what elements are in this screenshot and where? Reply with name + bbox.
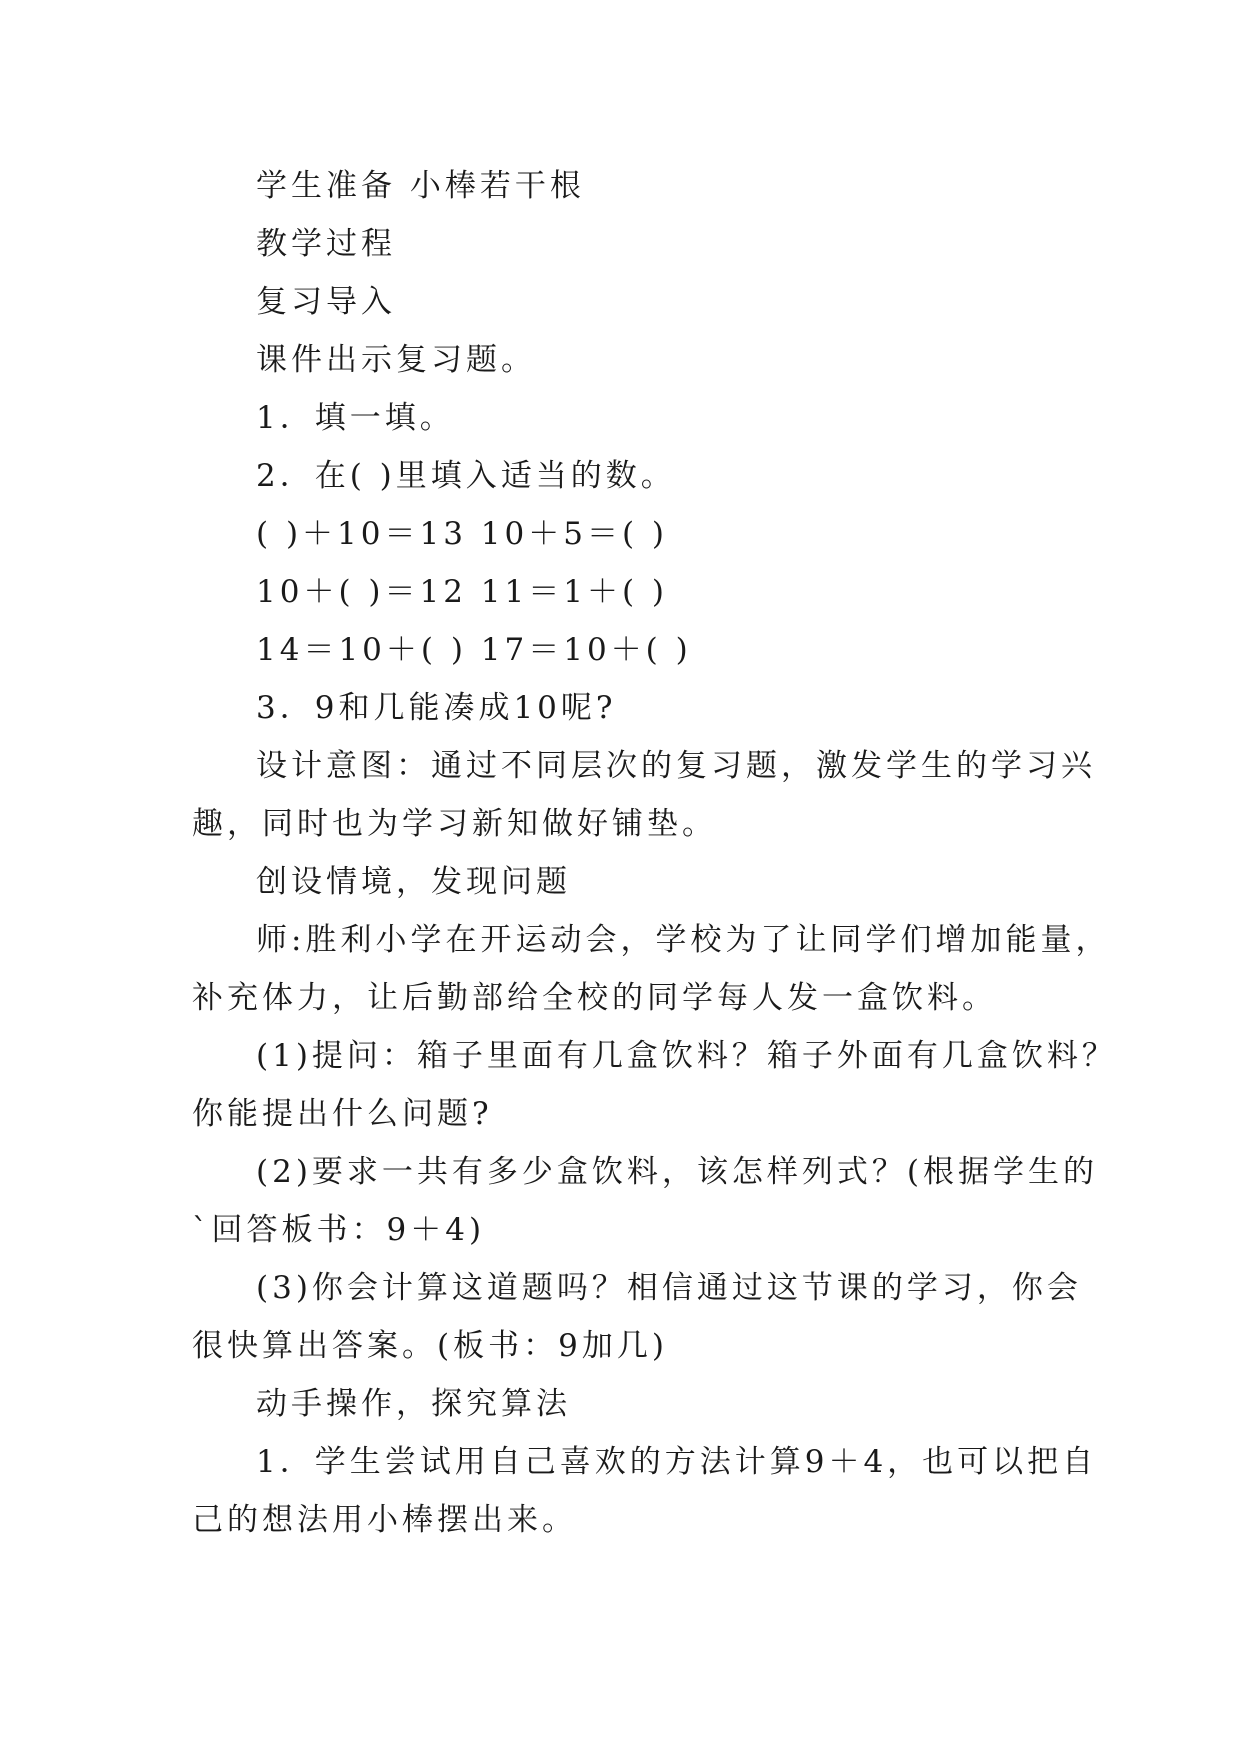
- text-line: 很快算出答案。(板书：9加几): [192, 1328, 668, 1364]
- text-line: 你能提出什么问题?: [192, 1096, 493, 1132]
- text-line: 1．学生尝试用自己喜欢的方法计算9＋4，也可以把自: [256, 1444, 1098, 1480]
- text-line: (3)你会计算这道题吗？相信通过这节课的学习，你会: [256, 1270, 1082, 1306]
- text-line: 14＝10＋( ) 17＝10＋( ): [256, 632, 692, 668]
- text-line: 复习导入: [256, 284, 396, 320]
- text-line: 3．9和几能凑成10呢?: [256, 690, 617, 726]
- text-line: 课件出示复习题。: [256, 342, 536, 378]
- text-line: ( )＋10＝13 10＋5＝( ): [256, 516, 669, 552]
- text-line: 师:胜利小学在开运动会，学校为了让同学们增加能量，: [256, 922, 1111, 958]
- text-line: 10＋( )＝12 11＝1＋( ): [256, 574, 669, 610]
- text-line: 己的想法用小棒摆出来。: [192, 1502, 577, 1538]
- text-line: 创设情境，发现问题: [256, 864, 571, 900]
- text-line: (1)提问：箱子里面有几盒饮料？箱子外面有几盒饮料？: [256, 1038, 1117, 1074]
- text-line: (2)要求一共有多少盒饮料，该怎样列式？(根据学生的: [256, 1154, 1099, 1190]
- text-line: 补充体力，让后勤部给全校的同学每人发一盒饮料。: [192, 980, 997, 1016]
- text-line: 学生准备 小棒若干根: [256, 168, 585, 204]
- text-line: `回答板书：9＋4): [192, 1212, 486, 1248]
- text-line: 动手操作，探究算法: [256, 1386, 571, 1422]
- text-line: 2．在( )里填入适当的数。: [256, 458, 676, 494]
- text-line: 1．填一填。: [256, 400, 455, 436]
- text-line: 教学过程: [256, 226, 396, 262]
- text-line: 设计意图：通过不同层次的复习题，激发学生的学习兴: [256, 748, 1096, 784]
- text-line: 趣，同时也为学习新知做好铺垫。: [192, 806, 717, 842]
